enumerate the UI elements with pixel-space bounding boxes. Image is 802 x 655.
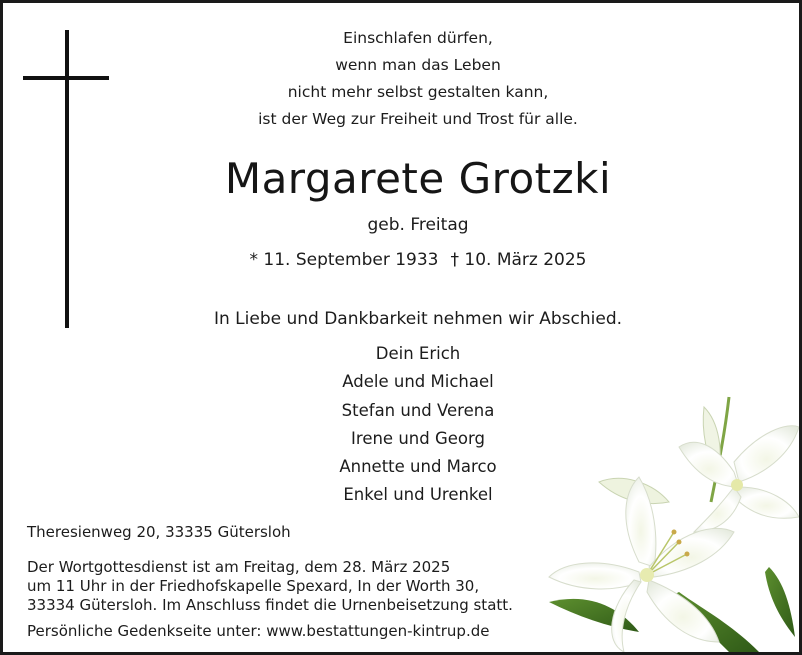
memorial-page-link: Persönliche Gedenkseite unter: www.bestattungen-kintrup.de <box>27 622 490 640</box>
verse-line: wenn man das Leben <box>335 56 501 74</box>
verse-line: nicht mehr selbst gestalten kann, <box>287 83 549 101</box>
family-member: Enkel und Urenkel <box>343 485 493 505</box>
family-member: Dein Erich <box>375 344 461 363</box>
family-member: Adele und Michael <box>342 372 494 392</box>
birth-name: geb. Freitag <box>367 215 469 235</box>
life-dates <box>153 246 683 274</box>
family-member: Stefan und Verena <box>341 400 495 420</box>
verse <box>153 25 683 133</box>
service-info <box>27 558 513 615</box>
family-member: Annette und Marco <box>339 457 497 477</box>
service-line: 33334 Gütersloh. Im Anschluss findet die Urnenbeisetzung statt. <box>27 596 513 614</box>
service-line: um 11 Uhr in der Friedhofskapelle Spexard, In der Worth 30, <box>27 577 480 595</box>
cross-horizontal-bar <box>23 76 109 80</box>
family-member: Irene und Georg <box>351 428 485 448</box>
farewell-text: In Liebe und Dankbarkeit nehmen wir Abschied. <box>213 309 623 329</box>
lily-flowers-image <box>529 392 799 652</box>
verse-line: Einschlafen dürfen, <box>343 29 493 47</box>
mourning-address: Theresienweg 20, 33335 Gütersloh <box>27 523 291 541</box>
death-date: † 10. März 2025 <box>450 250 587 270</box>
deceased-name: Margarete Grotzki <box>224 154 612 203</box>
cross-icon <box>23 30 113 330</box>
cross-vertical-bar <box>65 30 69 328</box>
service-line: Der Wortgottesdienst ist am Freitag, dem 28. März 2025 <box>27 558 451 576</box>
birth-date: * 11. September 1933 <box>249 250 439 270</box>
verse-line: ist der Weg zur Freiheit und Trost für alle. <box>258 110 578 128</box>
